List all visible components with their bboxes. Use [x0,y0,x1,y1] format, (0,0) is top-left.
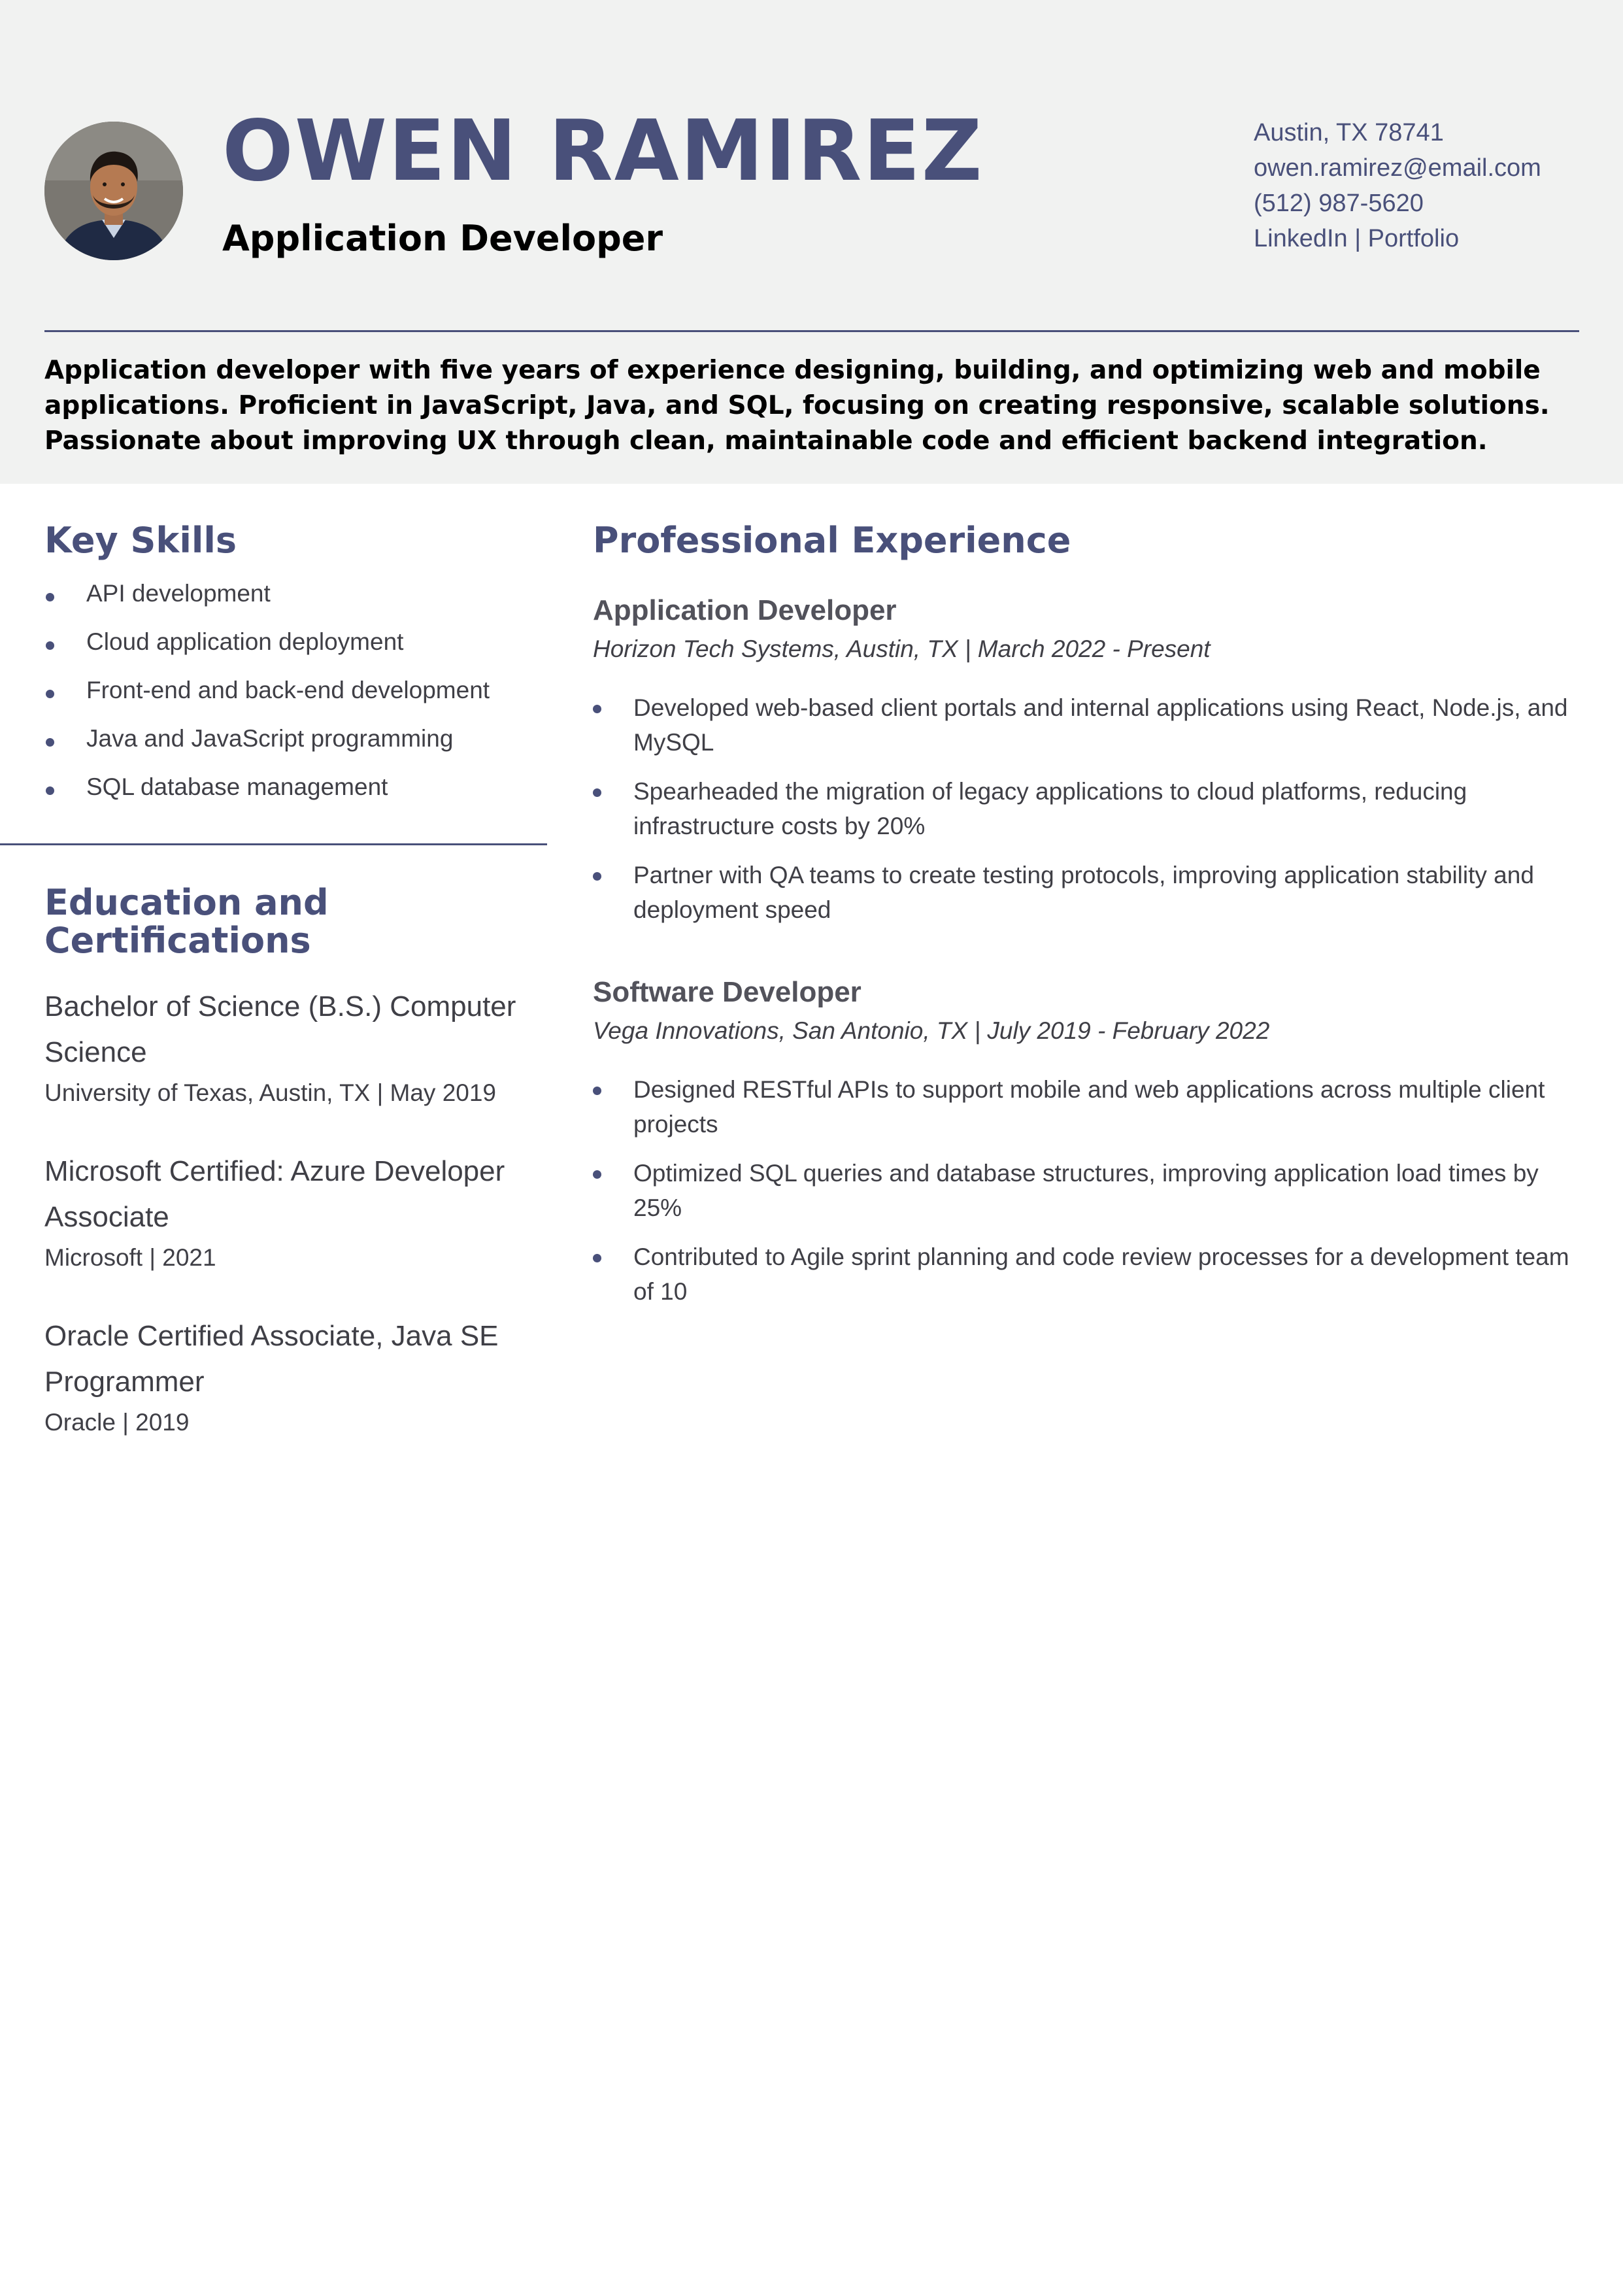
education-meta: Oracle | 2019 [44,1409,190,1436]
contact-location: Austin, TX 78741 [1254,119,1444,146]
portfolio-link[interactable]: Portfolio [1367,225,1460,252]
avatar [44,122,183,260]
skill-item: API development [44,575,490,624]
skill-item: Java and JavaScript programming [44,720,490,769]
education-meta: University of Texas, Austin, TX | May 2019 [44,1079,497,1106]
skill-item: Front-end and back-end development [44,672,490,720]
job-bullet: Designed RESTful APIs to support mobile and web applications across multiple client projects [593,1072,1586,1141]
skill-item: Cloud application deployment [44,624,490,672]
job-bullets [593,690,1586,927]
job-employer-dates: Horizon Tech Systems, Austin, TX | March 2022 - Present [593,635,1211,662]
education-title: Microsoft Certified: Azure Developer Associate [44,1155,505,1233]
job-employer-dates: Vega Innovations, San Antonio, TX | July 2019 - February 2022 [593,1017,1270,1044]
education-entry [44,1149,541,1275]
candidate-title: Application Developer [222,218,663,259]
education-entry [44,1313,541,1440]
job-role: Application Developer [593,594,897,626]
job-bullet: Developed web-based client portals and internal applications using React, Node.js, and MySQL [593,690,1586,760]
education-meta: Microsoft | 2021 [44,1244,216,1271]
job-role: Software Developer [593,976,862,1008]
header-divider [44,330,1579,332]
contact-links [1254,221,1541,256]
job-bullet: Contributed to Agile sprint planning and code review processes for a development team of 10 [593,1240,1586,1309]
job-bullet: Partner with QA teams to create testing protocols, improving application stability and deployment speed [593,858,1586,927]
candidate-name: OWEN RAMIREZ [222,103,984,200]
job-bullet: Spearheaded the migration of legacy applications to cloud platforms, reducing infrastructure costs by 20% [593,774,1586,843]
contact-block [1254,115,1541,256]
column-divider [0,843,547,845]
education-title: Bachelor of Science (B.S.) Computer Science [44,990,516,1068]
experience-heading: Professional Experience [593,520,1071,561]
professional-summary: Application developer with five years of experience designing, building, and optimizing web and mobile applications. Proficient in JavaScript, Java, and SQL, focusing on creating responsive, scalable solutions. Passionate about improving UX through clean, maintainable code and efficient backend integration. [44,356,1550,456]
link-separator: | [1354,225,1362,252]
contact-phone: (512) 987-5620 [1254,190,1424,217]
job-bullet: Optimized SQL queries and database structures, improving application load times by 25% [593,1156,1586,1225]
job-entry [593,591,1586,941]
skills-heading: Key Skills [44,520,237,561]
contact-email[interactable]: owen.ramirez@email.com [1254,154,1541,182]
skills-list [44,575,490,817]
education-entry [44,984,541,1111]
skill-item: SQL database management [44,769,490,817]
profile-photo [44,122,183,260]
education-title: Oracle Certified Associate, Java SE Programmer [44,1320,499,1398]
job-entry [593,973,1586,1323]
education-heading: Education and Certifications [44,882,329,961]
linkedin-link[interactable]: LinkedIn [1254,225,1348,252]
job-bullets [593,1072,1586,1309]
